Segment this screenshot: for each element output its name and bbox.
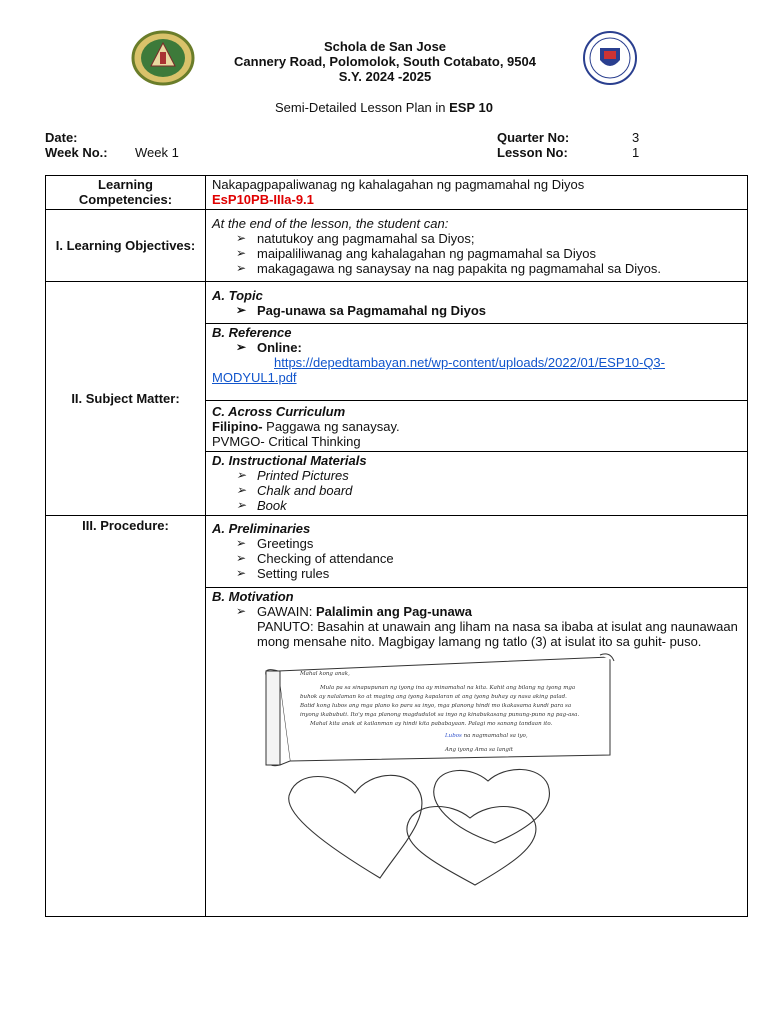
- letter-line: Mula pa sa sinapupunan ng iyong ina ay minamahal na kita. Kahit ang bilang ng iyong mga: [320, 685, 576, 691]
- school-year: S.Y. 2024 -2025: [338, 69, 432, 84]
- heart-outlines: [289, 769, 550, 885]
- date-field: [45, 130, 78, 145]
- reference-link[interactable]: https://depedtambayan.net/wp-content/uploads/2022/01/ESP10-Q3-: [274, 355, 665, 370]
- list-item: ➢ Book: [236, 498, 741, 513]
- list-item: ➢ Chalk and board: [236, 483, 741, 498]
- objectives-row: [46, 210, 748, 282]
- reference-heading: B. Reference: [212, 325, 292, 340]
- letter-closing-word: Lubos: [445, 733, 462, 739]
- letter-hearts-illustration: [260, 653, 620, 888]
- objectives-label: I. Learning Objectives:: [46, 210, 206, 282]
- date-label: Date:: [45, 130, 78, 145]
- competencies-cell: [206, 176, 748, 210]
- letter-line: buhok ay nalalaman ko at maging ang iyong kapalaran at ang iyong buhay ay nasa aking palad.: [300, 694, 567, 700]
- letter-closing: [444, 733, 528, 739]
- competency-code: EsP10PB-IIIa-9.1: [212, 192, 314, 207]
- list-item: ➢ Greetings: [236, 536, 741, 551]
- lesson-label: [497, 145, 568, 160]
- filipino-line: [212, 419, 741, 434]
- week-value: Week 1: [135, 145, 179, 160]
- school-address: Cannery Road, Polomolok, South Cotabato, 9504: [234, 54, 536, 69]
- across-curriculum-cell: [206, 401, 748, 452]
- list-item: [236, 604, 741, 619]
- motivation-list: [212, 604, 741, 619]
- filipino-text: Paggawa ng sanaysay.: [262, 419, 400, 434]
- list-item: ➢ maipaliliwanag ang kahalagahan ng pagmamahal sa Diyos: [236, 246, 741, 261]
- list-item: ➢ Pag-unawa sa Pagmamahal ng Diyos: [236, 303, 741, 318]
- list-item: ➢ makagagawa ng sanaysay na nag papakita ng pagmamahal sa Diyos.: [236, 261, 741, 276]
- motivation-heading: B. Motivation: [212, 589, 294, 604]
- letter-closing-rest: na nagmamahal sa iyo,: [461, 733, 528, 739]
- materials-list: [212, 468, 741, 513]
- across-curriculum-heading: C. Across Curriculum: [212, 404, 346, 419]
- plan-title: [0, 100, 768, 115]
- quarter-value: 3: [632, 130, 640, 145]
- list-item: ➢ Checking of attendance: [236, 551, 741, 566]
- school-name: Schola de San Jose: [323, 39, 447, 54]
- competencies-row: [46, 176, 748, 210]
- letter-greeting: Mahal kong anak,: [300, 671, 350, 677]
- letter-line: inyong ikabubuti. Ito'y mga planong magdudulot sa inyo ng kinabukasang punung-puno ng pag-asa.: [300, 712, 580, 718]
- competencies-text: Nakapagpapaliwanag ng kahalagahan ng pagmamahal ng Diyos: [212, 177, 585, 192]
- lesson-plan-table: [45, 175, 748, 917]
- materials-cell: [206, 452, 748, 516]
- letter-line: Batid kong lubos ang mga plano ko para sa inyo, mga planong hindi mo ikakasama kundi para sa: [300, 703, 572, 709]
- quarter-label-text: Quarter No:: [497, 130, 570, 145]
- letter-line: Mahal kita anak at kailanman ay hindi kita pababayaan. Palagi mo sanang tandaan ito.: [310, 721, 553, 727]
- preliminaries-cell: [206, 516, 748, 588]
- plan-subject: ESP 10: [449, 100, 493, 115]
- list-item: ➢ Setting rules: [236, 566, 741, 581]
- list-item: ➢ natutukoy ang pagmamahal sa Diyos;: [236, 231, 741, 246]
- list-item: ➢ Printed Pictures: [236, 468, 741, 483]
- subject-matter-label: II. Subject Matter:: [46, 282, 206, 516]
- week-field: [45, 145, 108, 160]
- list-item: ➢ Online:: [236, 340, 741, 355]
- procedure-label: III. Procedure:: [46, 516, 206, 917]
- materials-heading: D. Instructional Materials: [212, 453, 367, 468]
- preliminaries-list: [212, 536, 741, 581]
- panuto-text: PANUTO: Basahin at unawain ang liham na nasa sa ibaba at isulat ang naunawaan mong mensahe nito. Magbigay lamang ng tatlo (3) at isulat ito sa guhit- puso.: [257, 619, 738, 649]
- topic-heading: A. Topic: [212, 288, 263, 303]
- objectives-cell: [206, 210, 748, 282]
- preliminaries-heading: A. Preliminaries: [212, 521, 311, 536]
- motivation-cell: [206, 588, 748, 917]
- gawain-title: Palalimin ang Pag-unawa: [315, 604, 473, 619]
- reference-cell: [206, 324, 748, 401]
- gawain-label: GAWAIN:: [257, 604, 316, 619]
- topic-cell: [206, 282, 748, 324]
- reference-link-continued[interactable]: MODYUL1.pdf: [212, 370, 297, 385]
- objectives-list: [212, 231, 741, 276]
- preliminaries-row: [46, 516, 748, 588]
- school-header: [200, 39, 570, 84]
- plan-title-prefix: Semi-Detailed Lesson Plan in: [274, 100, 450, 115]
- filipino-label: Filipino-: [212, 419, 263, 434]
- objectives-intro: At the end of the lesson, the student can:: [212, 216, 449, 231]
- topic-row: [46, 282, 748, 324]
- pvmgo-line: PVMGO- Critical Thinking: [212, 434, 361, 449]
- school-seal-logo: [131, 30, 195, 86]
- deped-seal-logo: [578, 30, 642, 86]
- competencies-label: Learning Competencies:: [46, 176, 206, 210]
- week-label: Week No.:: [45, 145, 108, 160]
- reference-list: [212, 340, 741, 355]
- letter-signature: Ang iyong Ama sa langit: [445, 747, 513, 753]
- lesson-label-text: Lesson No:: [497, 145, 568, 160]
- quarter-label: [497, 130, 569, 145]
- topic-list: [212, 303, 741, 318]
- lesson-value: 1: [632, 145, 640, 160]
